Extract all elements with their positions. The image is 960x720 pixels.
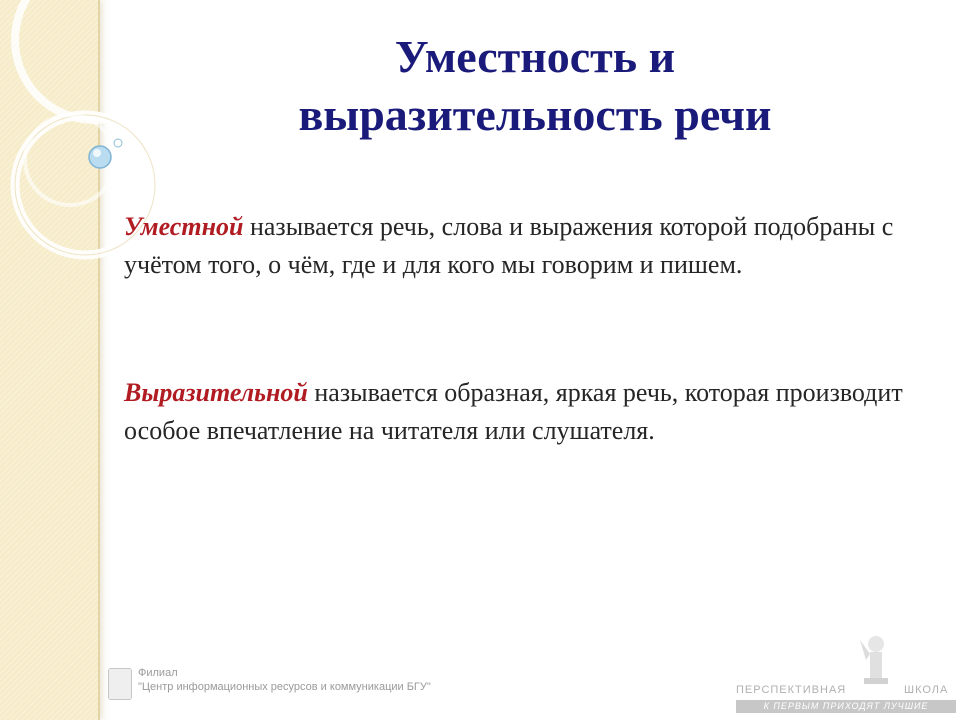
term-appropriate: Уместной [124,212,244,241]
term-expressive: Выразительной [124,378,308,407]
school-emblem-icon [856,630,896,686]
branch-credit-line-2: "Центр информационных ресурсов и коммуникации БГУ" [138,681,431,693]
slide-title [130,28,940,144]
school-name-word-2: ШКОЛА [904,684,949,696]
school-name-word-1: ПЕРСПЕКТИВНАЯ [736,684,847,696]
footer-school-logo [736,630,956,715]
school-tagline: К ПЕРВЫМ ПРИХОДЯТ ЛУЧШИЕ [736,700,956,713]
definition-expressive [124,374,914,450]
title-line-2: выразительность речи [298,89,772,140]
branch-credit-text [138,666,431,694]
footer-branch-credit [108,664,528,704]
branch-logo-icon [108,668,132,700]
title-line-1: Уместность и [394,31,676,82]
definition-appropriate-text: называется речь, слова и выражения которой подобраны с учётом того, о чём, где и для кого мы говорим и пишем. [124,212,894,279]
definition-expressive-text: называется образная, яркая речь, которая производит особое впечатление на читателя или слушателя. [124,378,903,445]
definition-appropriate [124,208,914,284]
branch-credit-line-1: Филиал [138,667,178,679]
school-name [736,684,956,696]
